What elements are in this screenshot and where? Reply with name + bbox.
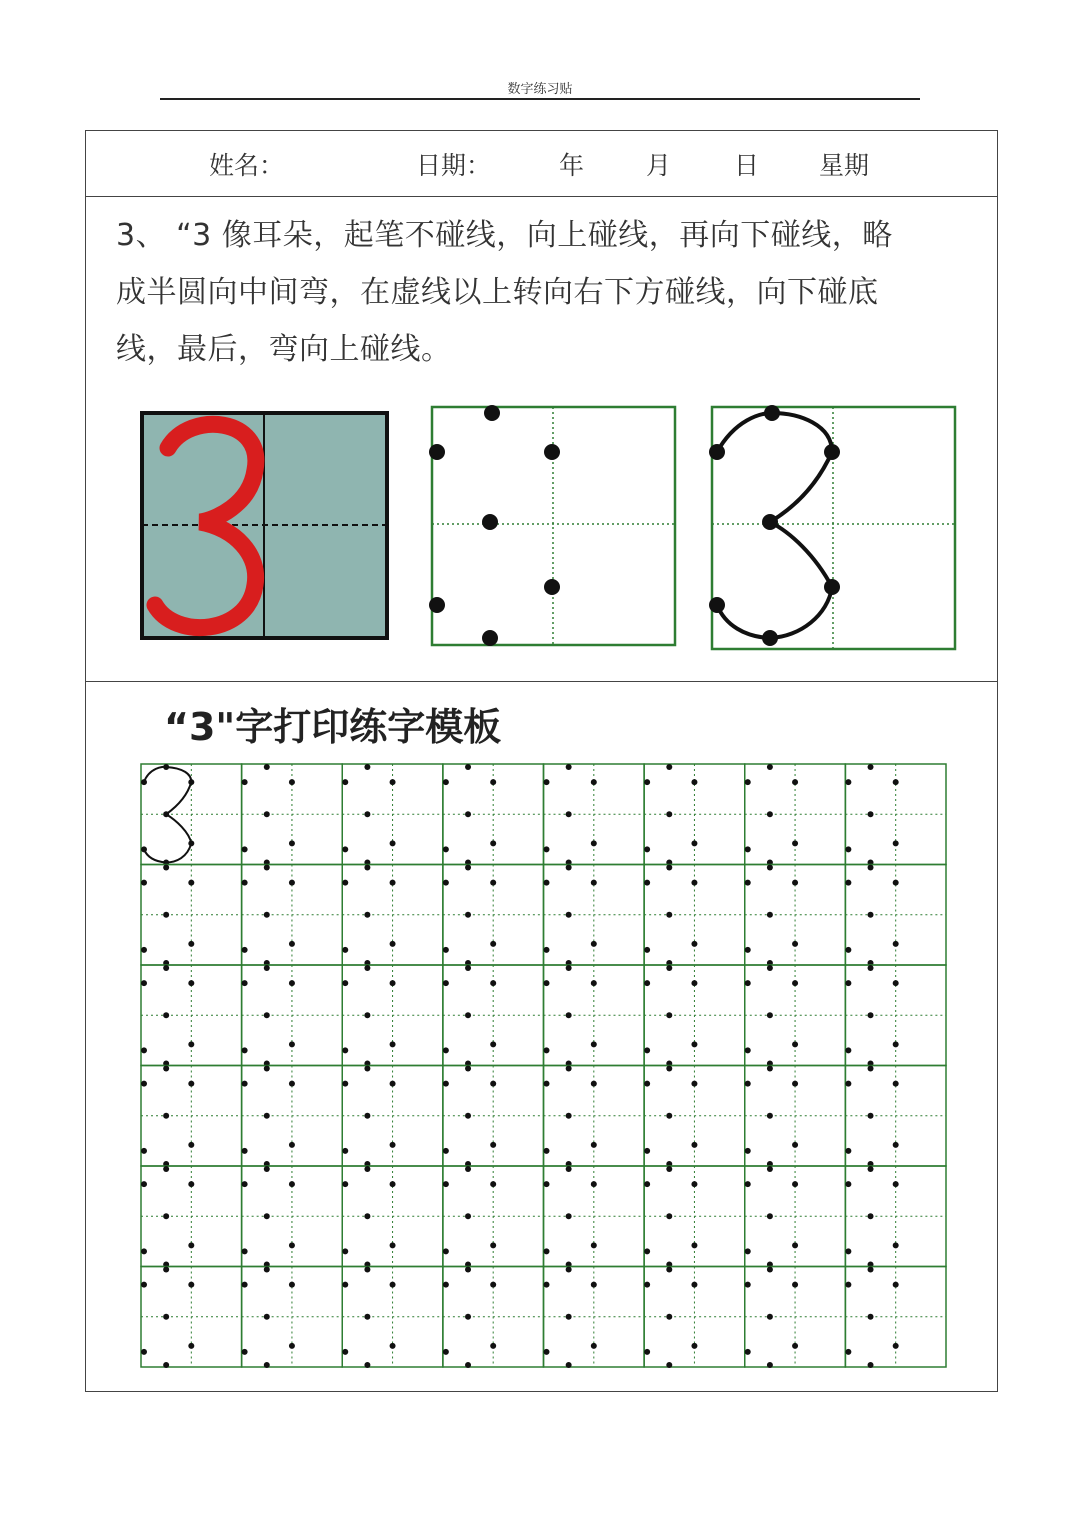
practice-cell: [745, 965, 846, 1067]
practice-cell: [342, 965, 443, 1067]
practice-cell: [644, 965, 745, 1067]
practice-cell: [745, 1166, 846, 1268]
practice-cell: [845, 1267, 946, 1369]
practice-cell: [443, 764, 544, 866]
practice-cell: [544, 764, 645, 866]
practice-cell: [644, 764, 745, 866]
practice-cell: [644, 1166, 745, 1268]
practice-cell: [443, 1166, 544, 1268]
demo-box-colored: [142, 413, 387, 638]
date-label: 日期：: [416, 151, 492, 180]
practice-cell: [242, 1267, 343, 1369]
practice-cell: [544, 1066, 645, 1168]
weekday-label: 星期: [819, 151, 870, 180]
day-label: 日: [734, 151, 760, 180]
demo-box-traced: [709, 405, 955, 649]
name-label: 姓名：: [209, 151, 285, 180]
practice-cell: [141, 1066, 242, 1168]
practice-cell: [242, 965, 343, 1067]
demo-box-dots: [429, 405, 675, 646]
instruction-line: 线，最后，弯向上碰线。: [116, 332, 452, 367]
template-title: “3"字打印练字模板: [164, 705, 502, 749]
practice-cell: [745, 764, 846, 866]
practice-cell: [845, 1166, 946, 1268]
practice-cell: [644, 865, 745, 967]
practice-cell: [845, 764, 946, 866]
practice-cell: [845, 965, 946, 1067]
practice-cell: [141, 965, 242, 1067]
instruction-line: 成半圆向中间弯，在虚线以上转向右下方碰线，向下碰底: [116, 275, 879, 310]
practice-cell: [141, 764, 242, 866]
month-label: 月: [646, 151, 672, 180]
practice-cell: [443, 1267, 544, 1369]
practice-cell: [544, 1166, 645, 1268]
practice-cell: [544, 865, 645, 967]
practice-cell: [242, 1066, 343, 1168]
practice-cell: [141, 1267, 242, 1369]
practice-cell: [242, 1166, 343, 1268]
practice-cell: [141, 865, 242, 967]
practice-cell: [644, 1267, 745, 1369]
practice-cell: [443, 865, 544, 967]
year-label: 年: [559, 151, 585, 180]
practice-cell: [745, 1267, 846, 1369]
practice-cell: [745, 1066, 846, 1168]
practice-cell: [443, 965, 544, 1067]
practice-cell: [141, 1166, 242, 1268]
practice-cell: [644, 1066, 745, 1168]
practice-cell: [544, 965, 645, 1067]
instruction-line: 3、 “3 像耳朵，起笔不碰线，向上碰线，再向下碰线，略: [116, 218, 893, 253]
practice-grid: [141, 764, 946, 1368]
practice-cell: [745, 865, 846, 967]
practice-cell: [342, 1267, 443, 1369]
practice-cell: [342, 764, 443, 866]
practice-cell: [242, 764, 343, 866]
practice-cell: [845, 865, 946, 967]
practice-cell: [845, 1066, 946, 1168]
practice-cell: [544, 1267, 645, 1369]
header-title: 数字练习贴: [507, 82, 573, 97]
practice-cell: [342, 1166, 443, 1268]
practice-cell: [342, 865, 443, 967]
practice-cell: [443, 1066, 544, 1168]
practice-cell: [342, 1066, 443, 1168]
practice-cell: [242, 865, 343, 967]
